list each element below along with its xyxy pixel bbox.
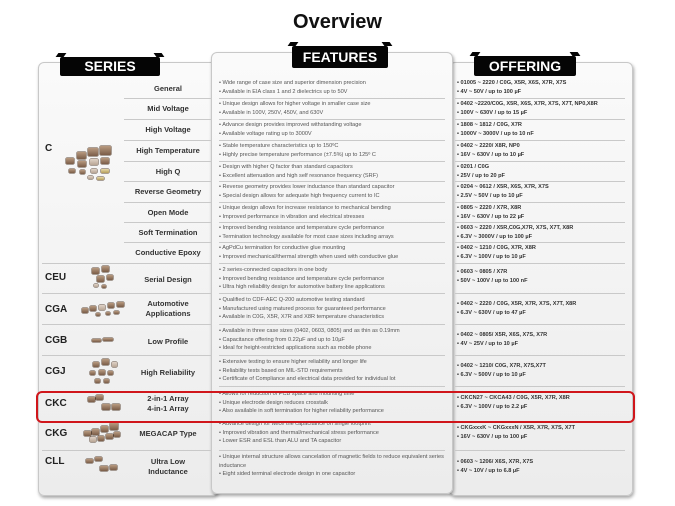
divider	[455, 263, 625, 264]
series-code-c: C	[45, 143, 53, 154]
divider	[455, 242, 625, 243]
feature-text: • Improved bending resistance and temperature cycle performance • Termination technology available for most case sizes including arrays	[219, 225, 394, 240]
series-type: Ultra Low Inductance	[148, 457, 188, 476]
divider	[455, 386, 625, 387]
series-type: Open Mode	[147, 208, 189, 217]
offering-text: • 0402 ~ 1210/ C0G, X7R, X7S,X7T • 6.3V ~ 500V / up to 10 µF	[457, 363, 546, 378]
divider	[124, 202, 212, 203]
offering-text: • 0402 ~ 0805/ X5R, X6S, X7S, X7R • 4V ~ 25V / up to 10 µF	[457, 332, 548, 347]
divider	[455, 98, 625, 99]
divider	[219, 222, 445, 223]
cgj-capacitor-image	[88, 359, 120, 385]
offering-text: • 0204 ~ 0612 / X5R, X6S, X7R, X7S • 2.5V ~ 50V / up to 10 µF	[457, 184, 549, 199]
series-type: High Reliability	[140, 368, 196, 377]
offering-text: • 0402 ~2220/C0G, X5R, X6S, X7R, X7S, X7T, NP0,X8R • 100V ~ 630V / up to 15 µF	[457, 101, 598, 116]
series-type: Reverse Geometry	[134, 187, 202, 196]
series-type: Soft Termination	[138, 228, 198, 237]
offering-text: • 1808 ~ 1812 / C0G, X7R • 1000V ~ 3000V / up to 10 nF	[457, 122, 534, 137]
divider	[219, 263, 445, 264]
divider	[124, 119, 212, 120]
offering-text: • 0402 ~ 2220/ X8R, NP0 • 16V ~ 630V / up to 10 µF	[457, 143, 525, 158]
divider	[455, 140, 625, 141]
offering-text: • 0603 ~ 2220 / X5R,C0G,X7R, X7S, X7T, X8R • 6.3V ~ 3000V / up to 100 µF	[457, 225, 574, 240]
offering-text: • 01005 ~ 2220 / C0G, X5R, X6S, X7R, X7S • 4V ~ 50V / up to 100 µF	[457, 80, 567, 95]
cll-capacitor-image	[86, 457, 120, 475]
divider	[219, 293, 445, 294]
offering-text: • 0805 ~ 2220 / X7R, X8R • 16V ~ 630V / up to 22 µF	[457, 205, 525, 220]
feature-text: • Available in three case sizes (0402, 0603, 0805) and as thin as 0.19mm • Capacitance offering from 0.22µF and up to 10µF • Ideal for height-restricted applications such as mobile phone	[219, 328, 400, 352]
series-code: CKG	[45, 428, 68, 439]
offering-text: • 0402 ~ 1210 / C0G, X7R, X8R • 6.3V ~ 100V / up to 10 µF	[457, 245, 536, 260]
series-code: CLL	[45, 456, 65, 467]
series-code: CGJ	[45, 366, 66, 377]
feature-text: • Design with higher Q factor than standard capacitors • Excellent attenuation and high self resonance frequency (SRF)	[219, 164, 378, 179]
divider	[219, 181, 445, 182]
divider	[219, 324, 445, 325]
feature-text: • Extensive testing to ensure higher reliability and longer life • Reliability tests based on MIL-STD requirements • Certificate of Compliance and electrical data provided for individual lot	[219, 359, 396, 383]
series-type: Low Profile	[147, 337, 189, 346]
divider	[455, 293, 625, 294]
divider	[455, 355, 625, 356]
feature-text: • Wide range of case size and superior dimension precision • Available in EIA class 1 and 2 dielectrics up to 50V	[219, 80, 366, 95]
divider	[219, 242, 445, 243]
cgb-capacitor-image	[92, 337, 116, 345]
series-type: 2-in-1 Array 4-in-1 Array	[147, 394, 189, 413]
divider	[42, 263, 212, 264]
feature-text: • Unique design allows for increase resistance to mechanical bending • Improved performance in vibration and electrical stresses	[219, 205, 391, 220]
feature-text: • Allows for reduction of PCB space and mounting time • Unique electrode design reduces crosstalk • Also available in soft termination for higher reliability performance	[219, 391, 384, 415]
series-type: High Voltage	[145, 125, 191, 134]
divider	[219, 119, 445, 120]
divider	[219, 161, 445, 162]
offering-text: • 0402 ~ 2220 / C0G, X5R, X7R, X7S, X7T, X8R • 6.3V ~ 630V / up to 47 µF	[457, 301, 577, 316]
divider	[219, 140, 445, 141]
divider	[124, 98, 212, 99]
divider	[219, 386, 445, 387]
series-code: CGA	[45, 304, 68, 315]
ckc-capacitor-image	[88, 395, 122, 415]
series-type: Serial Design	[144, 275, 192, 284]
feature-text: • Qualified to CDF-AEC Q-200 automotive testing standard • Manufactured using matured process for guaranteed performance • Available in C0G, X5R, X7R and X8R temperature characteristics	[219, 297, 386, 321]
series-type: MEGACAP Type	[139, 429, 197, 438]
divider	[219, 450, 445, 451]
series-type: Mid Voltage	[147, 104, 189, 113]
feature-text: • Unique internal structure allows cancelation of magnetic fields to reduce equivalent series inductance • Eight sided terminal electrode design in one capacitor	[219, 454, 444, 478]
feature-text: • AgPdCu termination for conductive glue mounting • Improved mechanical/thermal strength when used with conductive glue	[219, 245, 399, 260]
divider	[219, 202, 445, 203]
cga-capacitor-image	[82, 302, 126, 318]
feature-text: • Reverse geometry provides lower inductance than standard capacitor • Special design allows for adequate high frequency current to IC	[219, 184, 395, 199]
series-type: High Q	[155, 167, 181, 176]
c-series-capacitor-image	[60, 148, 122, 190]
series-code: CGB	[45, 335, 68, 346]
feature-text: • Stable temperature characteristics up to 150ºC • Highly precise temperature performance (±7.5%) up to 125º C	[219, 143, 376, 158]
divider	[124, 181, 212, 182]
offering-text: • CKGxxxK ~ CKGxxxN / X5R, X7R, X7S, X7T • 16V ~ 630V / up to 100 µF	[457, 425, 576, 440]
offering-text: • 0603 ~ 0805 / X7R • 50V ~ 100V / up to 100 nF	[457, 269, 528, 284]
divider	[124, 161, 212, 162]
feature-text: • Advance design for twice the capacitance on single footprint • Improved vibration and thermal/mechanical stress performance • Lower ESR and ESL than ALU and TA capacitor	[219, 421, 379, 445]
series-type: Automotive Applications	[145, 299, 191, 318]
divider	[455, 222, 625, 223]
features-header: FEATURES	[292, 46, 388, 68]
offering-text: • 0201 / C0G • 25V / up to 20 pF	[457, 164, 505, 179]
divider	[219, 98, 445, 99]
series-code: CKC	[45, 398, 67, 409]
offering-header: OFFERING	[474, 56, 576, 76]
series-type: High Temperature	[136, 146, 200, 155]
divider	[455, 181, 625, 182]
divider	[42, 450, 212, 451]
divider	[124, 140, 212, 141]
page-title: Overview	[293, 11, 382, 33]
divider	[124, 242, 212, 243]
divider	[455, 202, 625, 203]
ckg-capacitor-image	[84, 423, 124, 445]
feature-text: • 2 series-connected capacitors in one body • Improved bending resistance and temperature cycle performance • Ultra high reliability design for automotive battery line applications	[219, 267, 385, 291]
divider	[219, 355, 445, 356]
series-type: General	[154, 84, 182, 93]
divider	[42, 293, 212, 294]
offering-text: • CKCN27 ~ CKCA43 / C0G, X5R, X7R, X8R • 6.3V ~ 100V / up to 2.2 µF	[457, 395, 570, 410]
feature-text: • Advance design provides improved withstanding voltage • Available voltage rating up to 3000V	[219, 122, 362, 137]
divider	[42, 324, 212, 325]
series-header: SERIES	[60, 57, 160, 76]
feature-text: • Unique design allows for higher voltage in smaller case size • Available in 100V, 250V, 450V, and 630V	[219, 101, 371, 116]
divider	[455, 450, 625, 451]
offering-text: • 0603 ~ 1206/ X6S, X7R, X7S • 4V ~ 10V / up to 6.8 µF	[457, 459, 534, 474]
divider	[455, 324, 625, 325]
divider	[42, 355, 212, 356]
series-type: Conductive Epoxy	[135, 248, 201, 257]
divider	[455, 119, 625, 120]
series-code: CEU	[45, 272, 67, 283]
divider	[455, 161, 625, 162]
ceu-capacitor-image	[88, 266, 118, 290]
divider	[124, 222, 212, 223]
